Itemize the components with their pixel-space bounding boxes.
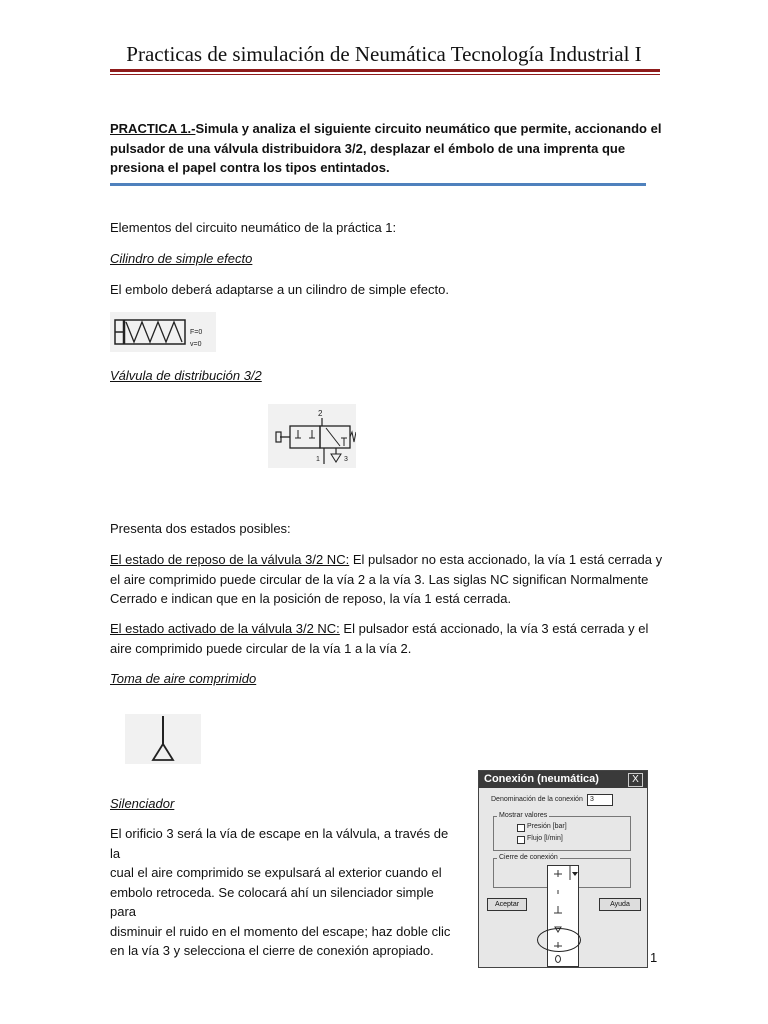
silencer-line-2: cual el aire comprimido se expulsará al exterior cuando el [110,865,442,880]
header-rule-thin [110,74,660,75]
valve-3-2-icon [268,404,356,468]
dialog-accept-button: Aceptar [487,898,527,911]
flow-label: Flujo [l/min] [527,835,563,842]
flow-checkbox [517,836,525,844]
practice-line-3: presiona el papel contra los tipos entintados. [110,160,390,175]
active-state-paragraph [110,619,680,658]
valve-port-3: 3 [344,456,348,463]
valve-port-2: 2 [318,409,323,418]
active-state-line-1: El pulsador está accionado, la vía 3 está cerrada y el [339,621,649,636]
dialog-close-icon: X [628,773,643,787]
valve-heading: Válvula de distribución 3/2 [110,368,262,383]
cylinder-heading: Cilindro de simple efecto [110,251,253,266]
pressure-label: Presión [bar] [527,823,567,830]
practice-statement [110,119,670,178]
air-supply-symbol [125,714,201,764]
connection-dialog-screenshot [478,770,648,968]
dialog-name-label: Denominación de la conexión [491,796,583,803]
practice-line-1: Simula y analiza el siguiente circuito neumático que permite, accionando el [195,121,662,136]
air-supply-icon [125,714,201,764]
cylinder-text: El embolo deberá adaptarse a un cilindro de simple efecto. [110,282,449,297]
valve-port-1: 1 [316,456,320,463]
page-header-title: Practicas de simulación de Neumática Tecnología Industrial I [126,42,642,66]
section-divider [110,183,646,186]
cylinder-icon [110,312,216,352]
practice-line-2: pulsador de una válvula distribuidora 3/2, desplazar el émbolo de una imprenta que [110,140,626,156]
silencer-line-3: embolo retroceda. Se colocará ahí un silenciador simple para [110,884,434,919]
active-state-line-2: aire comprimido puede circular de la vía 1 a la vía 2. [110,640,412,656]
states-intro: Presenta dos estados posibles: [110,521,291,536]
selected-silencer-highlight-icon [537,928,581,952]
dialog-name-input: 3 [587,794,613,806]
silencer-line-5: en la vía 3 y selecciona el cierre de conexión apropiado. [110,943,434,958]
dialog-closure-label: Cierre de conexión [499,854,558,861]
silencer-heading: Silenciador [110,796,175,811]
silencer-line-4: disminuir el ruido en el momento del escape; haz doble clic [110,923,451,939]
rest-state-line-1: El pulsador no esta accionado, la vía 1 está cerrada y [349,552,663,567]
silencer-line-1: El orificio 3 será la vía de escape en la válvula, a través de la [110,826,449,861]
cylinder-force-label: F=0 [190,329,203,336]
silencer-paragraph [110,824,460,961]
dialog-show-values-label: Mostrar valores [499,812,548,819]
practice-label: PRACTICA 1.- [110,121,196,136]
air-supply-heading: Toma de aire comprimido [110,671,257,686]
rest-state-line-2: el aire comprimido puede circular de la vía 2 a la vía 3. Las siglas NC significan Normalmente [110,571,649,587]
valve-symbol [268,404,356,468]
rest-state-paragraph [110,550,680,609]
cylinder-velocity-label: v=0 [190,341,202,348]
page-number: 1 [650,950,658,965]
header-rule-thick [110,69,660,72]
dialog-show-values-group [493,816,631,851]
dialog-help-button: Ayuda [599,898,641,911]
rest-state-label: El estado de reposo de la válvula 3/2 NC: [110,552,350,567]
dialog-title: Conexión (neumática) [479,771,647,788]
cylinder-symbol [110,312,216,352]
rest-state-line-3: Cerrado e indican que en la posición de reposo, la vía 1 está cerrada. [110,591,512,606]
active-state-label: El estado activado de la válvula 3/2 NC: [110,621,340,636]
pressure-checkbox [517,824,525,832]
elements-intro: Elementos del circuito neumático de la práctica 1: [110,220,397,235]
